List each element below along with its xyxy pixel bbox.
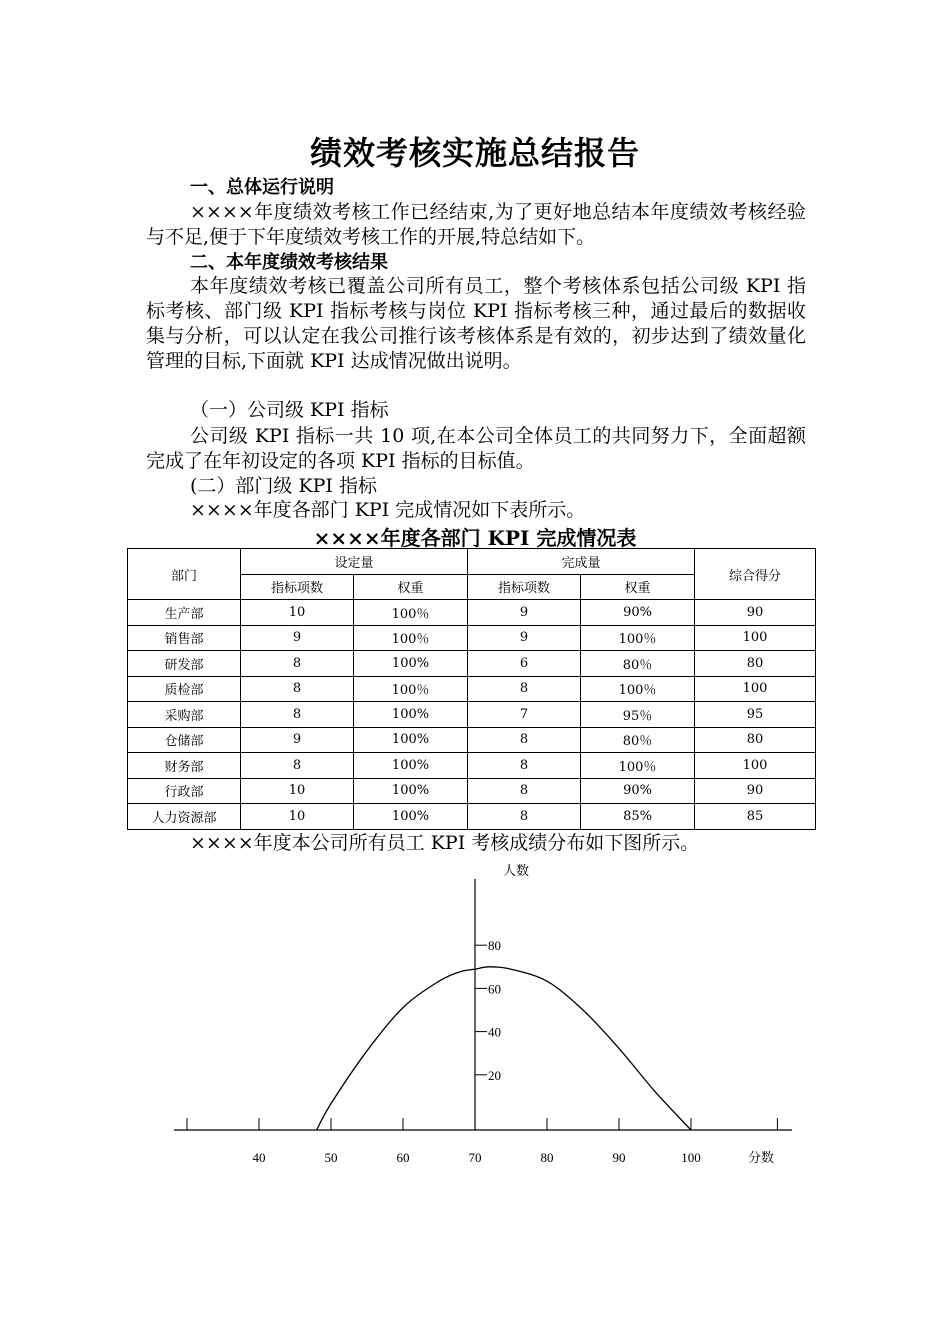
subsection-2-heading: (二）部门级 KPI 指标 [190, 475, 377, 497]
cell-target-weight: 100% [354, 778, 468, 804]
table-row [128, 651, 816, 677]
cell-actual-weight: 95％ [581, 702, 695, 728]
cell-target-weight: 100％ [354, 676, 468, 702]
header-actual-count: 指标项数 [468, 574, 581, 600]
cell-actual-count: 7 [468, 702, 581, 728]
header-score: 综合得分 [695, 549, 816, 600]
cell-target-count: 9 [241, 727, 354, 753]
x-axis-label: 分数 [747, 1150, 775, 1165]
header-target-weight: 权重 [354, 574, 468, 600]
table-title: ××××年度各部门 KPI 完成情况表 [313, 526, 637, 550]
subsection-1-heading: （一）公司级 KPI 指标 [190, 399, 389, 421]
cell-score: 80 [695, 727, 816, 753]
cell-target-count: 8 [241, 753, 354, 779]
x-tick-label: 100 [681, 1150, 701, 1165]
distribution-curve [317, 967, 691, 1130]
y-tick-label: 20 [488, 1067, 501, 1083]
header-target: 设定量 [241, 549, 468, 575]
table-row [128, 600, 816, 626]
table-row [128, 727, 816, 753]
cell-score: 95 [695, 702, 816, 728]
x-ticks [187, 1118, 777, 1165]
table-row [128, 625, 816, 651]
cell-score: 90 [695, 778, 816, 804]
y-ticks [475, 938, 501, 1083]
cell-actual-count: 8 [468, 778, 581, 804]
cell-actual-weight: 85% [581, 804, 695, 830]
y-tick-label: 40 [488, 1024, 501, 1040]
cell-target-weight: 100％ [354, 625, 468, 651]
subsection-1-paragraph: 公司级 KPI 指标一共 10 项,在本公司全体员工的共同努力下，全面超额完成了在年初设定的各项 KPI 指标的目标值。 [146, 425, 806, 472]
cell-dept: 财务部 [128, 753, 241, 779]
cell-actual-weight: 90% [581, 778, 695, 804]
table-row [128, 676, 816, 702]
score-distribution-chart [0, 855, 950, 1185]
cell-target-weight: 100% [354, 804, 468, 830]
cell-actual-weight: 100％ [581, 676, 695, 702]
header-target-count: 指标项数 [241, 574, 354, 600]
chart-intro-paragraph: ××××年度本公司所有员工 KPI 考核成绩分布如下图所示。 [190, 832, 700, 854]
y-axis-label: 人数 [502, 863, 530, 878]
cell-dept: 质检部 [128, 676, 241, 702]
cell-actual-weight: 100％ [581, 625, 695, 651]
header-actual-weight: 权重 [581, 574, 695, 600]
cell-target-weight: 100％ [354, 600, 468, 626]
x-tick-label: 90 [612, 1150, 626, 1165]
cell-dept: 销售部 [128, 625, 241, 651]
header-dept: 部门 [128, 549, 241, 600]
header-actual: 完成量 [468, 549, 695, 575]
table-row [128, 702, 816, 728]
y-tick-label: 80 [488, 938, 501, 954]
subsection-2-paragraph: ××××年度各部门 KPI 完成情况如下表所示。 [190, 499, 586, 521]
cell-actual-count: 9 [468, 600, 581, 626]
cell-target-weight: 100% [354, 651, 468, 677]
cell-dept: 研发部 [128, 651, 241, 677]
cell-target-count: 10 [241, 804, 354, 830]
cell-target-weight: 100% [354, 702, 468, 728]
y-tick-label: 60 [488, 981, 501, 997]
cell-score: 90 [695, 600, 816, 626]
cell-actual-count: 8 [468, 804, 581, 830]
cell-target-count: 9 [241, 625, 354, 651]
cell-score: 100 [695, 753, 816, 779]
x-tick-label: 60 [396, 1150, 410, 1165]
cell-target-count: 10 [241, 600, 354, 626]
table-row [128, 804, 816, 830]
cell-score: 100 [695, 625, 816, 651]
section-2-paragraph: 本年度绩效考核已覆盖公司所有员工，整个考核体系包括公司级 KPI 指标考核、部门级 KPI 指标考核与岗位 KPI 指标考核三种，通过最后的数据收集与分析，可以认定在我公司推行该考核体系是有效的，初步达到了绩效量化管理的目标,下面就 KPI 达成情况做出说明。 [146, 275, 806, 372]
section-1-paragraph: ××××年度绩效考核工作已经结束,为了更好地总结本年度绩效考核经验与不足,便于下年度绩效考核工作的开展,特总结如下。 [146, 201, 806, 248]
table-row [128, 753, 816, 779]
cell-target-count: 8 [241, 702, 354, 728]
x-tick-label: 40 [252, 1150, 266, 1165]
table-row [128, 778, 816, 804]
section-2-heading: 二、本年度绩效考核结果 [190, 252, 388, 273]
cell-dept: 行政部 [128, 778, 241, 804]
cell-target-weight: 100% [354, 753, 468, 779]
cell-target-count: 8 [241, 651, 354, 677]
cell-actual-count: 6 [468, 651, 581, 677]
cell-dept: 人力资源部 [128, 804, 241, 830]
cell-actual-weight: 80％ [581, 651, 695, 677]
cell-dept: 仓储部 [128, 727, 241, 753]
cell-actual-weight: 80％ [581, 727, 695, 753]
x-tick-label: 80 [540, 1150, 554, 1165]
cell-target-count: 8 [241, 676, 354, 702]
page-title: 绩效考核实施总结报告 [309, 134, 640, 172]
cell-actual-count: 8 [468, 753, 581, 779]
cell-score: 85 [695, 804, 816, 830]
cell-actual-count: 9 [468, 625, 581, 651]
x-tick-label: 50 [324, 1150, 338, 1165]
cell-target-weight: 100% [354, 727, 468, 753]
cell-score: 100 [695, 676, 816, 702]
kpi-table [127, 548, 816, 830]
cell-target-count: 10 [241, 778, 354, 804]
cell-dept: 生产部 [128, 600, 241, 626]
cell-actual-count: 8 [468, 676, 581, 702]
cell-actual-weight: 100％ [581, 753, 695, 779]
cell-actual-weight: 90% [581, 600, 695, 626]
cell-score: 80 [695, 651, 816, 677]
cell-dept: 采购部 [128, 702, 241, 728]
cell-actual-count: 8 [468, 727, 581, 753]
x-tick-label: 70 [468, 1150, 482, 1165]
section-1-heading: 一、总体运行说明 [190, 177, 334, 198]
